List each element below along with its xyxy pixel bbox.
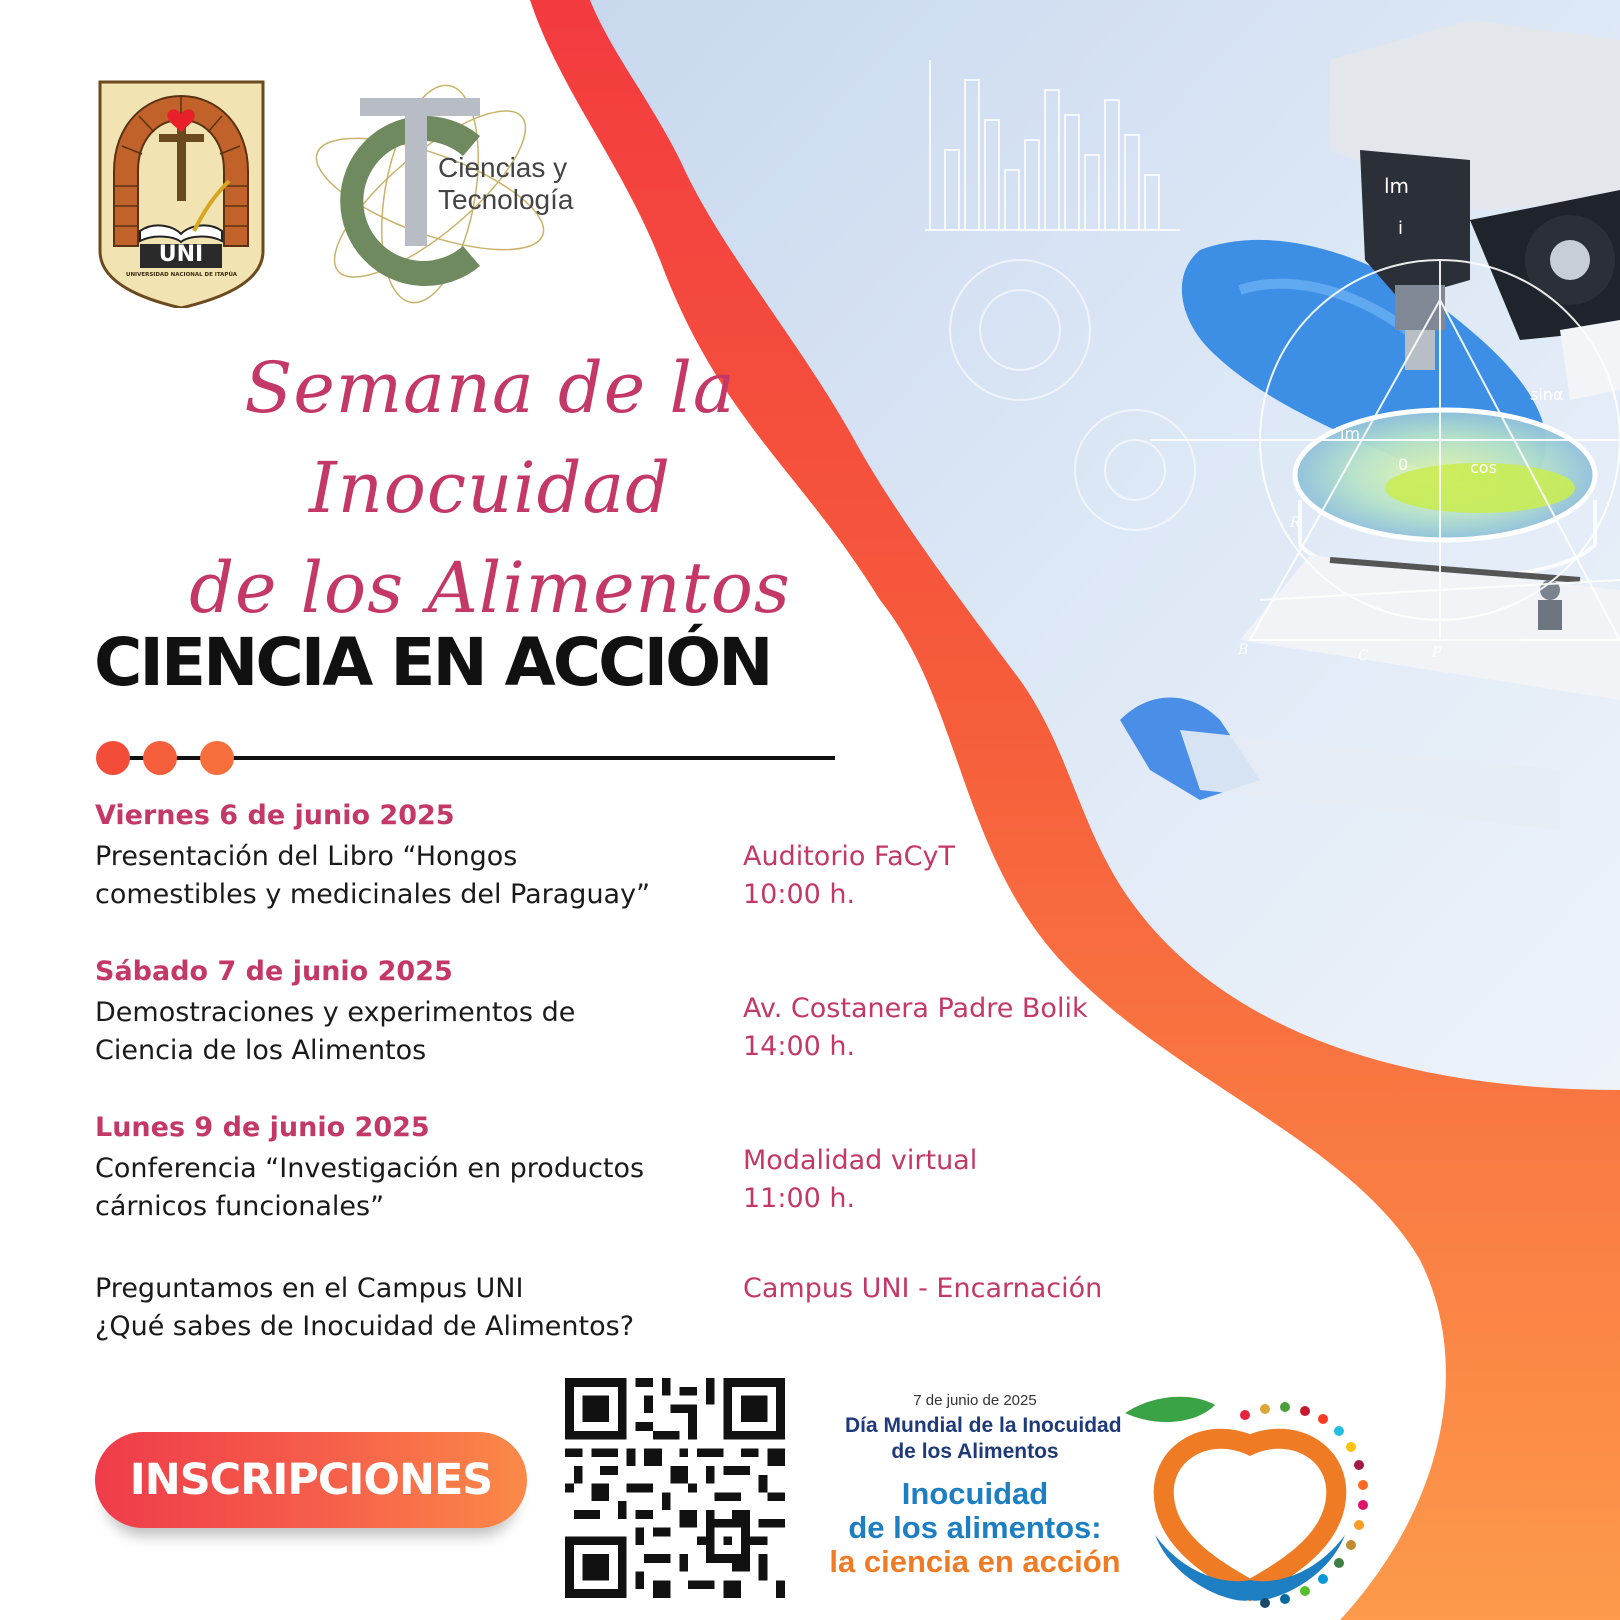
event-1-location [743,838,955,914]
event-3-date: Lunes 9 de junio 2025 [95,1112,430,1143]
main-title: CIENCIA EN ACCIÓN [94,624,771,701]
qr-code[interactable] [565,1378,785,1598]
sin-label: sinα [1530,385,1564,404]
event-3-venue: Modalidad virtual [743,1145,978,1176]
world-day-slogan-line3: la ciencia en acción [829,1544,1121,1579]
event-3-desc-line1: Conferencia “Investigación en productos [95,1153,645,1184]
event-1-venue: Auditorio FaCyT [743,841,955,872]
m-label: lm [1340,424,1361,443]
register-button[interactable]: INSCRIPCIONES [95,1432,527,1528]
world-day-emblem [1115,1385,1375,1615]
event-2-date: Sábado 7 de junio 2025 [95,956,453,987]
event-2-desc-line1: Demostraciones y experimentos de [95,997,576,1028]
event-2-venue: Av. Costanera Padre Bolik [743,993,1088,1024]
ct-label-line1: Ciencias y [438,152,568,183]
script-title-line2: de los Alimentos [189,547,791,629]
world-day-date: 7 de junio de 2025 [913,1392,1037,1409]
event-4-description [95,1270,634,1346]
event-4-desc-line2: ¿Qué sabes de Inocuidad de Alimentos? [95,1311,635,1342]
objective-label: lm [1384,174,1410,198]
event-script-title [110,338,870,638]
uni-subtitle: UNIVERSIDAD NACIONAL DE ITAPÚA [125,272,238,278]
ct-label-line2: Tecnología [438,184,574,215]
event-1-description [95,838,650,914]
event-4-location [743,1270,1102,1308]
world-day-slogan-line1: Inocuidad [901,1476,1049,1511]
objective-i-label: i [1398,218,1404,239]
b-label: B [1238,642,1249,658]
event-4-venue: Campus UNI - Encarnación [743,1273,1103,1304]
event-3-description [95,1150,644,1226]
zero-label: 0 [1398,455,1409,474]
uni-badge-text: UNI [158,242,204,267]
world-day-title-line1: Día Mundial de la Inocuidad [845,1414,1122,1437]
uni-logo [94,76,269,308]
event-3-desc-line2: cárnicos funcionales” [95,1191,385,1222]
title-divider [90,738,840,778]
world-day-title-line2: de los Alimentos [891,1440,1059,1463]
cos-label: cos [1470,458,1497,477]
event-4-desc-line1: Preguntamos en el Campus UNI [95,1273,524,1304]
c-label: C [1358,648,1369,664]
event-2-location [743,990,1088,1066]
event-1-date: Viernes 6 de junio 2025 [95,800,455,831]
event-2-time: 14:00 h. [743,1031,856,1062]
event-1-time: 10:00 h. [743,879,856,910]
event-2-description [95,994,575,1070]
p-label: P [1432,645,1442,661]
ct-logo [305,76,595,311]
event-1-desc-line1: Presentación del Libro “Hongos [95,841,518,872]
event-2-desc-line2: Ciencia de los Alimentos [95,1035,427,1066]
world-day-slogan-line2: de los alimentos: [848,1510,1102,1545]
event-3-time: 11:00 h. [743,1183,856,1214]
script-title-line1: Semana de la Inocuidad [244,347,736,529]
r-label: R [1290,515,1301,531]
event-1-desc-line2: comestibles y medicinales del Paraguay” [95,879,651,910]
event-3-location [743,1142,977,1218]
